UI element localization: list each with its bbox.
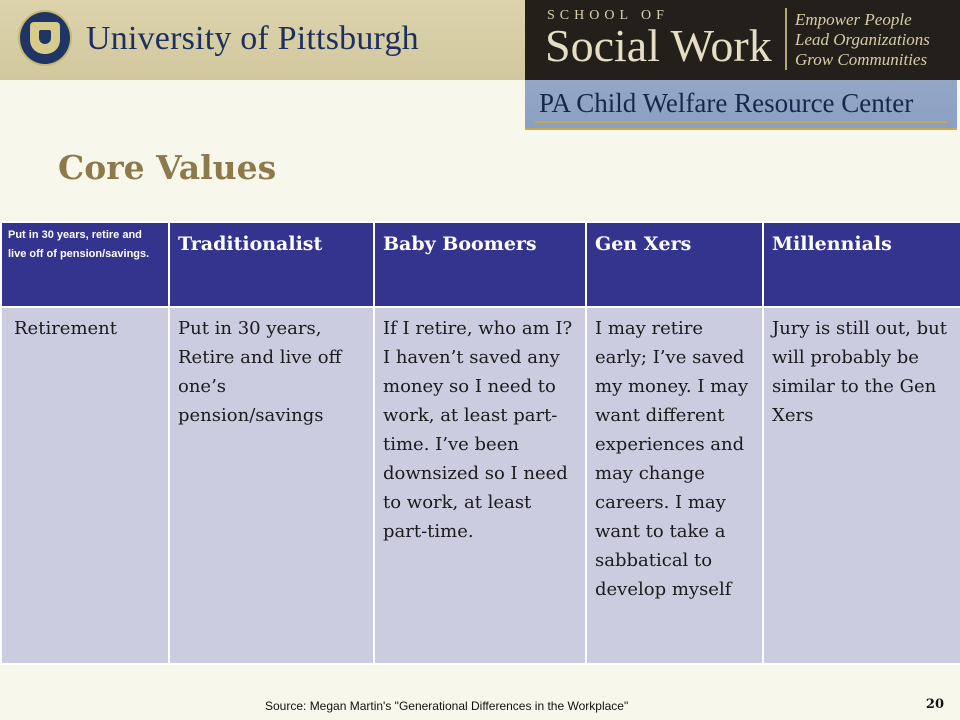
page-number: 20 [925,697,944,712]
cell-millennials: Jury is still out, but will probably be similar to the Gen Xers [763,307,960,664]
header-millennials: Millennials [763,222,960,307]
school-of-label: SCHOOL OF [547,8,669,23]
header-traditionalist: Traditionalist [169,222,374,307]
taglines [795,10,930,70]
social-work-label: Social Work [545,20,772,71]
header-baby-boomers: Baby Boomers [374,222,586,307]
values-table [0,221,960,665]
university-banner [0,0,525,80]
header-gen-xers: Gen Xers [586,222,763,307]
center-banner [525,80,957,130]
tagline: Empower People [795,10,912,29]
cell-traditionalist: Put in 30 years, Retire and live off one’s pension/savings [169,307,374,664]
university-seal-icon [18,10,72,66]
school-banner [525,0,960,80]
row-label-retirement: Retirement [1,307,169,664]
cell-baby-boomers: If I retire, who am I? I haven’t saved any money so I need to work, at least part-time. I’ve been downsized so I need to work, at least part-time. [374,307,586,664]
tagline: Grow Communities [795,50,928,69]
center-underline [535,121,947,123]
slide-title: Core Values [58,148,277,187]
table-header-row [1,222,960,307]
center-name: PA Child Welfare Resource Center [539,88,914,118]
table-row [1,307,960,664]
corner-note: Put in 30 years, retire and live off of pension/savings. [1,222,169,307]
cell-gen-xers: I may retire early; I’ve saved my money. I may want different experiences and may change careers. I may want to take a sabbatical to develop myself [586,307,763,664]
tagline: Lead Organizations [795,30,930,49]
university-name: University of Pittsburgh [86,20,419,57]
source-citation: Source: Megan Martin's "Generational Differences in the Workplace" [265,699,629,713]
banner-divider [785,8,787,70]
